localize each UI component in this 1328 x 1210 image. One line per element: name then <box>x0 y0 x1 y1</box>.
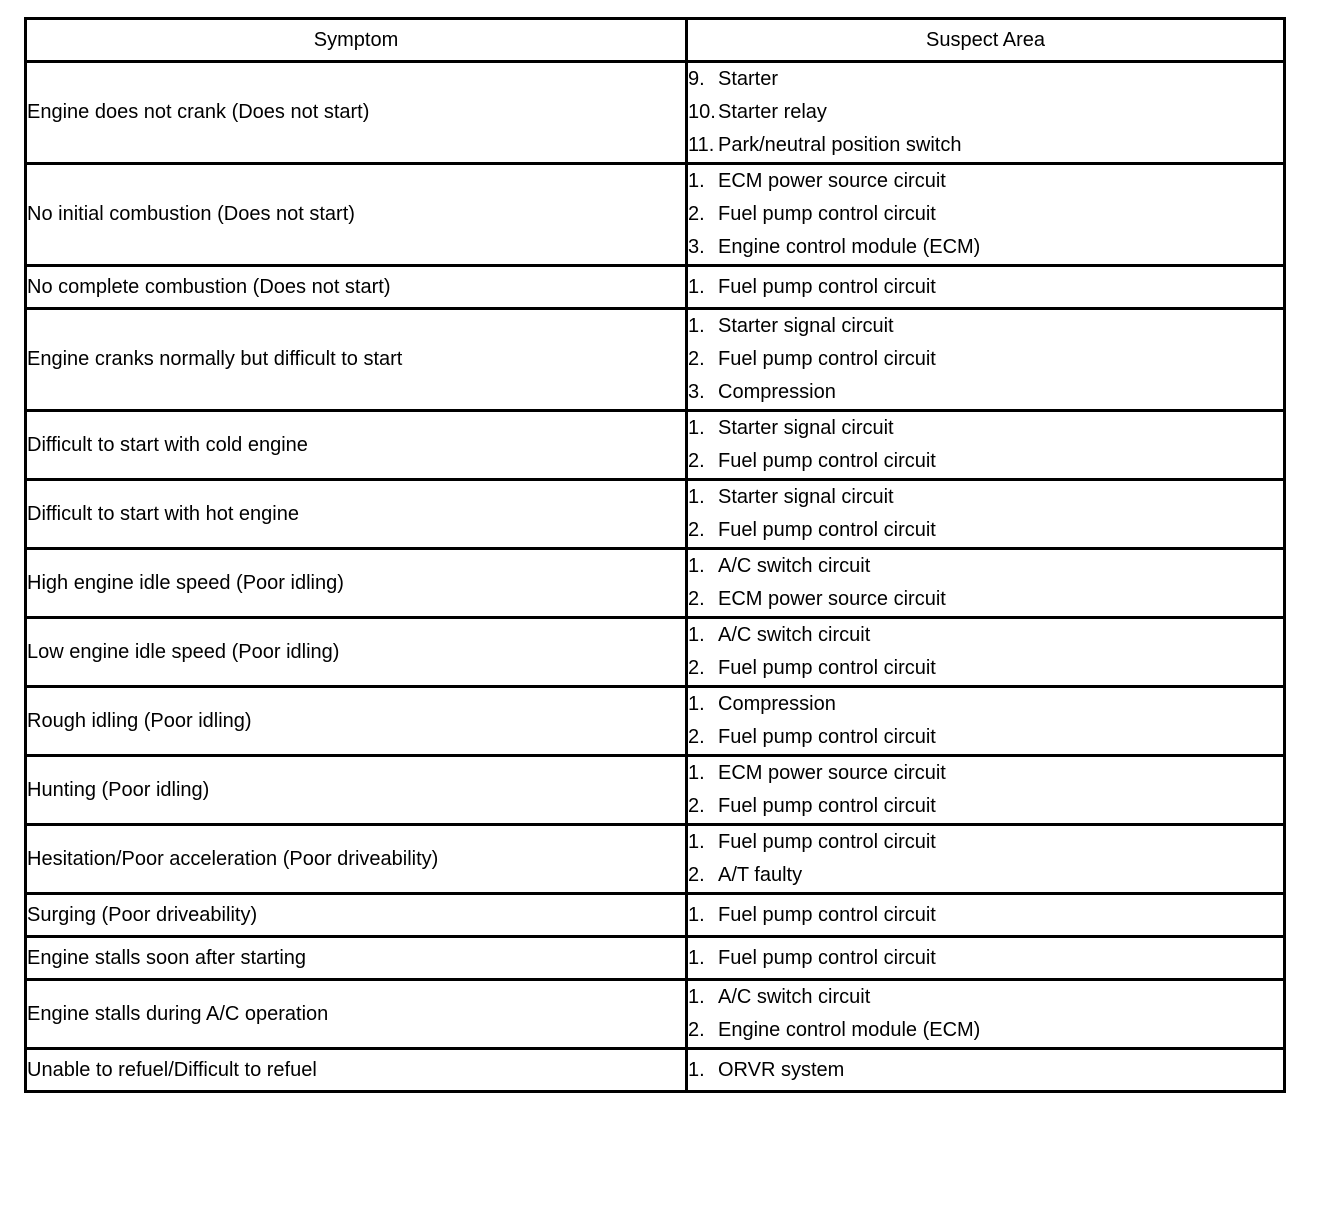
symptom-cell: Hunting (Poor idling) <box>26 756 687 825</box>
suspect-item <box>688 790 1283 823</box>
suspect-item-text: Compression <box>718 381 836 403</box>
suspect-item-number: 2. <box>688 795 705 817</box>
suspect-item-number: 2. <box>688 348 705 370</box>
suspect-item <box>688 198 1283 231</box>
suspect-area-cell <box>687 980 1285 1049</box>
suspect-item-text: Starter signal circuit <box>718 486 894 508</box>
suspect-item <box>688 826 1283 859</box>
table-row <box>26 937 1285 980</box>
suspect-item <box>688 271 1283 303</box>
table-row <box>26 756 1285 825</box>
table-row <box>26 1049 1285 1092</box>
suspect-item <box>688 1054 1283 1086</box>
symptom-cell: No complete combustion (Does not start) <box>26 266 687 309</box>
suspect-item-number: 2. <box>688 864 705 886</box>
symptom-cell: Difficult to start with cold engine <box>26 411 687 480</box>
suspect-item <box>688 63 1283 96</box>
suspect-item-text: A/C switch circuit <box>718 624 871 646</box>
suspect-item-number: 9. <box>688 68 705 90</box>
symptom-cell: Engine cranks normally but difficult to start <box>26 309 687 411</box>
suspect-area-cell <box>687 164 1285 266</box>
symptom-cell: Engine does not crank (Does not start) <box>26 62 687 164</box>
suspect-item-number: 1. <box>688 170 705 192</box>
header-symptom: Symptom <box>26 19 687 62</box>
suspect-item <box>688 514 1283 547</box>
suspect-item-text: Engine control module (ECM) <box>718 1019 981 1041</box>
suspect-item <box>688 583 1283 616</box>
table-row <box>26 980 1285 1049</box>
symptom-cell: Rough idling (Poor idling) <box>26 687 687 756</box>
suspect-item-text: Fuel pump control circuit <box>718 450 936 472</box>
table-row <box>26 266 1285 309</box>
suspect-item-number: 2. <box>688 1019 705 1041</box>
suspect-area-cell <box>687 825 1285 894</box>
suspect-item <box>688 652 1283 685</box>
suspect-area-cell <box>687 756 1285 825</box>
table-row <box>26 164 1285 266</box>
symptom-cell: Unable to refuel/Difficult to refuel <box>26 1049 687 1092</box>
suspect-item <box>688 757 1283 790</box>
suspect-item-number: 2. <box>688 450 705 472</box>
suspect-item-number: 1. <box>688 986 705 1008</box>
table-row <box>26 480 1285 549</box>
suspect-item-text: Engine control module (ECM) <box>718 236 981 258</box>
suspect-area-cell <box>687 937 1285 980</box>
suspect-item <box>688 688 1283 721</box>
suspect-item <box>688 942 1283 974</box>
suspect-item-text: Starter signal circuit <box>718 417 894 439</box>
suspect-item-number: 1. <box>688 624 705 646</box>
suspect-item <box>688 165 1283 198</box>
symptom-table <box>24 17 1286 1093</box>
suspect-item-text: Fuel pump control circuit <box>718 795 936 817</box>
suspect-item <box>688 310 1283 343</box>
suspect-item <box>688 231 1283 264</box>
suspect-item <box>688 412 1283 445</box>
suspect-item-number: 1. <box>688 315 705 337</box>
suspect-area-cell <box>687 618 1285 687</box>
suspect-item-text: Fuel pump control circuit <box>718 657 936 679</box>
suspect-item <box>688 550 1283 583</box>
suspect-item-text: Starter relay <box>718 101 827 123</box>
suspect-item-number: 10. <box>688 101 716 123</box>
table-row <box>26 411 1285 480</box>
suspect-item-number: 1. <box>688 486 705 508</box>
suspect-item <box>688 376 1283 409</box>
suspect-item-text: A/T faulty <box>718 864 803 886</box>
suspect-item-text: Fuel pump control circuit <box>718 726 936 748</box>
suspect-item <box>688 981 1283 1014</box>
symptom-cell: Hesitation/Poor acceleration (Poor driveability) <box>26 825 687 894</box>
suspect-item <box>688 96 1283 129</box>
suspect-item-number: 1. <box>688 946 705 969</box>
symptom-cell: Engine stalls during A/C operation <box>26 980 687 1049</box>
suspect-item <box>688 481 1283 514</box>
suspect-item-text: A/C switch circuit <box>718 986 871 1008</box>
suspect-area-cell <box>687 266 1285 309</box>
suspect-item <box>688 859 1283 892</box>
suspect-area-cell <box>687 687 1285 756</box>
suspect-item-text: Fuel pump control circuit <box>718 348 936 370</box>
suspect-area-cell <box>687 1049 1285 1092</box>
symptom-cell: Difficult to start with hot engine <box>26 480 687 549</box>
table-row <box>26 825 1285 894</box>
symptom-cell: Engine stalls soon after starting <box>26 937 687 980</box>
suspect-item-number: 3. <box>688 381 705 403</box>
suspect-item-text: Park/neutral position switch <box>718 134 962 156</box>
suspect-item <box>688 1014 1283 1047</box>
suspect-item <box>688 343 1283 376</box>
suspect-item-text: Fuel pump control circuit <box>718 275 936 298</box>
symptom-cell: High engine idle speed (Poor idling) <box>26 549 687 618</box>
suspect-area-cell <box>687 62 1285 164</box>
suspect-item-text: Starter <box>718 68 779 90</box>
table-row <box>26 62 1285 164</box>
suspect-item <box>688 445 1283 478</box>
suspect-item-number: 2. <box>688 203 705 225</box>
suspect-item-text: A/C switch circuit <box>718 555 871 577</box>
suspect-item-text: Fuel pump control circuit <box>718 203 936 225</box>
suspect-area-cell <box>687 480 1285 549</box>
suspect-area-cell <box>687 309 1285 411</box>
suspect-item-number: 1. <box>688 831 705 853</box>
suspect-item-text: Compression <box>718 693 836 715</box>
table-row <box>26 687 1285 756</box>
suspect-item-number: 3. <box>688 236 705 258</box>
table-row <box>26 309 1285 411</box>
suspect-item-text: ECM power source circuit <box>718 170 946 192</box>
suspect-item-number: 1. <box>688 762 705 784</box>
suspect-item-number: 1. <box>688 417 705 439</box>
suspect-item <box>688 721 1283 754</box>
header-row <box>26 19 1285 62</box>
suspect-item-text: Fuel pump control circuit <box>718 519 936 541</box>
suspect-item <box>688 619 1283 652</box>
suspect-item-number: 2. <box>688 726 705 748</box>
suspect-item-number: 2. <box>688 657 705 679</box>
suspect-item-number: 2. <box>688 588 705 610</box>
table-row <box>26 618 1285 687</box>
symptom-cell: Low engine idle speed (Poor idling) <box>26 618 687 687</box>
suspect-area-cell <box>687 411 1285 480</box>
table-body <box>26 62 1285 1092</box>
suspect-item-number: 1. <box>688 555 705 577</box>
symptom-cell: Surging (Poor driveability) <box>26 894 687 937</box>
suspect-area-cell <box>687 549 1285 618</box>
suspect-item <box>688 899 1283 931</box>
suspect-item-text: Fuel pump control circuit <box>718 903 936 926</box>
suspect-item-text: ORVR system <box>718 1058 845 1081</box>
suspect-item-number: 1. <box>688 693 705 715</box>
table-row <box>26 894 1285 937</box>
suspect-item <box>688 129 1283 162</box>
suspect-area-cell <box>687 894 1285 937</box>
header-suspect-area: Suspect Area <box>687 19 1285 62</box>
suspect-item-number: 2. <box>688 519 705 541</box>
suspect-item-text: ECM power source circuit <box>718 762 946 784</box>
suspect-item-text: Fuel pump control circuit <box>718 946 936 969</box>
suspect-item-text: Starter signal circuit <box>718 315 894 337</box>
suspect-item-text: Fuel pump control circuit <box>718 831 936 853</box>
table-row <box>26 549 1285 618</box>
symptom-cell: No initial combustion (Does not start) <box>26 164 687 266</box>
suspect-item-number: 1. <box>688 1058 705 1081</box>
suspect-item-number: 1. <box>688 275 705 298</box>
suspect-item-number: 1. <box>688 903 705 926</box>
suspect-item-number: 11. <box>688 134 715 156</box>
suspect-item-text: ECM power source circuit <box>718 588 946 610</box>
